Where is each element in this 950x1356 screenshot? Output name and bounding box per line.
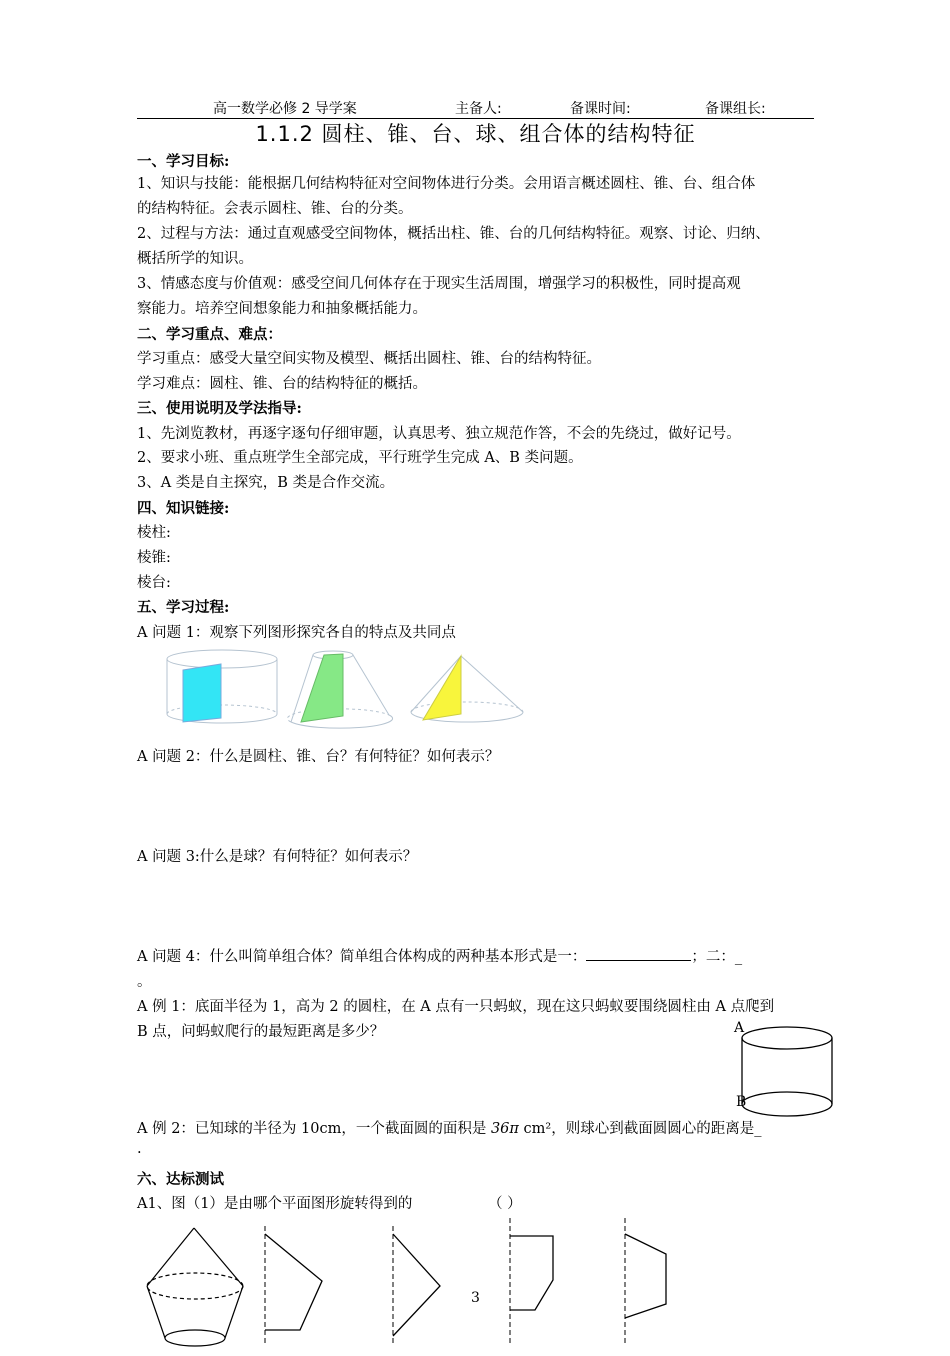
cylinder-figure	[167, 650, 277, 723]
question-4	[137, 945, 742, 966]
ant-cylinder-figure	[740, 1026, 840, 1126]
example-2	[137, 1117, 761, 1138]
frustum-figure	[287, 651, 392, 728]
keypoint-line: 学习难点：圆柱、锥、台的结构特征的概括。	[137, 376, 427, 392]
question-2: A 问题 2：什么是圆柱、锥、台？有何特征？如何表示？	[137, 749, 500, 765]
section-heading-test: 六、达标测试	[137, 1171, 224, 1188]
instruction-line: 3、A 类是自主探究，B 类是合作交流。	[137, 475, 395, 491]
answer-blank[interactable]	[586, 946, 691, 961]
example-2-text: A 例 2：已知球的半径为 10cm，一个截面圆的面积是	[137, 1121, 487, 1137]
example-2-tail: cm²，则球心到截面圆圆心的距离是_	[523, 1121, 762, 1137]
keypoint-line: 学习重点：感受大量空间实物及模型、概括出圆柱、锥、台的结构特征。	[137, 351, 601, 367]
option-shape-b	[388, 1226, 458, 1356]
example-1-line: B 点，问蚂蚁爬行的最短距离是多少？	[137, 1024, 385, 1040]
question-1: A 问题 1：观察下列图形探究各自的特点及共同点	[137, 625, 456, 641]
page-title: 1.1.2 圆柱、锥、台、球、组合体的结构特征	[255, 122, 696, 146]
cylinder-section	[183, 664, 221, 722]
prep-time-label: 备课时间:	[570, 101, 631, 117]
section-heading-objectives: 一、学习目标:	[137, 153, 230, 170]
course-label: 高一数学必修 2 导学案	[213, 101, 357, 117]
frustum-section	[301, 654, 343, 722]
question-4-end: 。	[137, 974, 152, 990]
objective-line: 察能力。培养空间想象能力和抽象概括能力。	[137, 301, 427, 317]
objective-line: 1、知识与技能：能根据几何结构特征对空间物体进行分类。会用语言概述圆柱、锥、台、组合体	[137, 176, 756, 192]
section-heading-keypoints: 二、学习重点、难点：	[137, 326, 282, 343]
cone-figure	[411, 656, 523, 722]
section-heading-links: 四、知识链接:	[137, 500, 230, 517]
point-a-label: A	[734, 1020, 745, 1036]
option-shape-d	[620, 1218, 690, 1348]
instruction-line: 1、先浏览教材，再逐字逐句仔细审题，认真思考、独立规范作答，不会的先绕过，做好记号。	[137, 426, 741, 442]
option-shape-a	[260, 1226, 330, 1356]
section-heading-process: 五、学习过程:	[137, 599, 230, 616]
page-number: 3	[471, 1290, 480, 1306]
question-3: A 问题 3:什么是球？有何特征？如何表示？	[137, 849, 418, 865]
objective-line: 2、过程与方法：通过直观感受空间物体，概括出柱、锥、台的几何结构特征。观察、讨论、归纳、	[137, 226, 770, 242]
question-4-tail: ；二：_	[691, 949, 743, 965]
link-prism: 棱柱:	[137, 525, 171, 541]
combined-solid-figure	[143, 1226, 253, 1356]
solids-figure	[165, 642, 525, 732]
link-frustum: 棱台:	[137, 575, 171, 591]
point-b-label: B	[736, 1094, 747, 1110]
option-shape-c	[505, 1218, 575, 1348]
question-4-text: A 问题 4：什么叫简单组合体？简单组合体构成的两种基本形式是一：	[137, 949, 587, 965]
area-formula: 36π	[490, 1121, 519, 1137]
objective-line: 3、情感态度与价值观：感受空间几何体存在于现实生活周围，增强学习的积极性，同时提高观	[137, 276, 741, 292]
link-pyramid: 棱锥:	[137, 550, 171, 566]
cone-section	[423, 656, 461, 720]
answer-paren: （ ）	[488, 1196, 522, 1212]
example-1-line: A 例 1：底面半径为 1，高为 2 的圆柱，在 A 点有一只蚂蚁，现在这只蚂蚁要围绕圆柱由 A 点爬到	[137, 999, 775, 1015]
objective-line: 的结构特征。会表示圆柱、锥、台的分类。	[137, 201, 413, 217]
objective-line: 概括所学的知识。	[137, 251, 253, 267]
preparer-label: 主备人:	[455, 101, 502, 117]
example-2-end: .	[137, 1141, 142, 1157]
instruction-line: 2、要求小班、重点班学生全部完成，平行班学生完成 A、B 类问题。	[137, 450, 583, 466]
test-question-1: A1、图（1）是由哪个平面图形旋转得到的	[137, 1196, 413, 1212]
section-heading-instructions: 三、使用说明及学法指导:	[137, 400, 302, 417]
group-leader-label: 备课组长:	[705, 101, 766, 117]
